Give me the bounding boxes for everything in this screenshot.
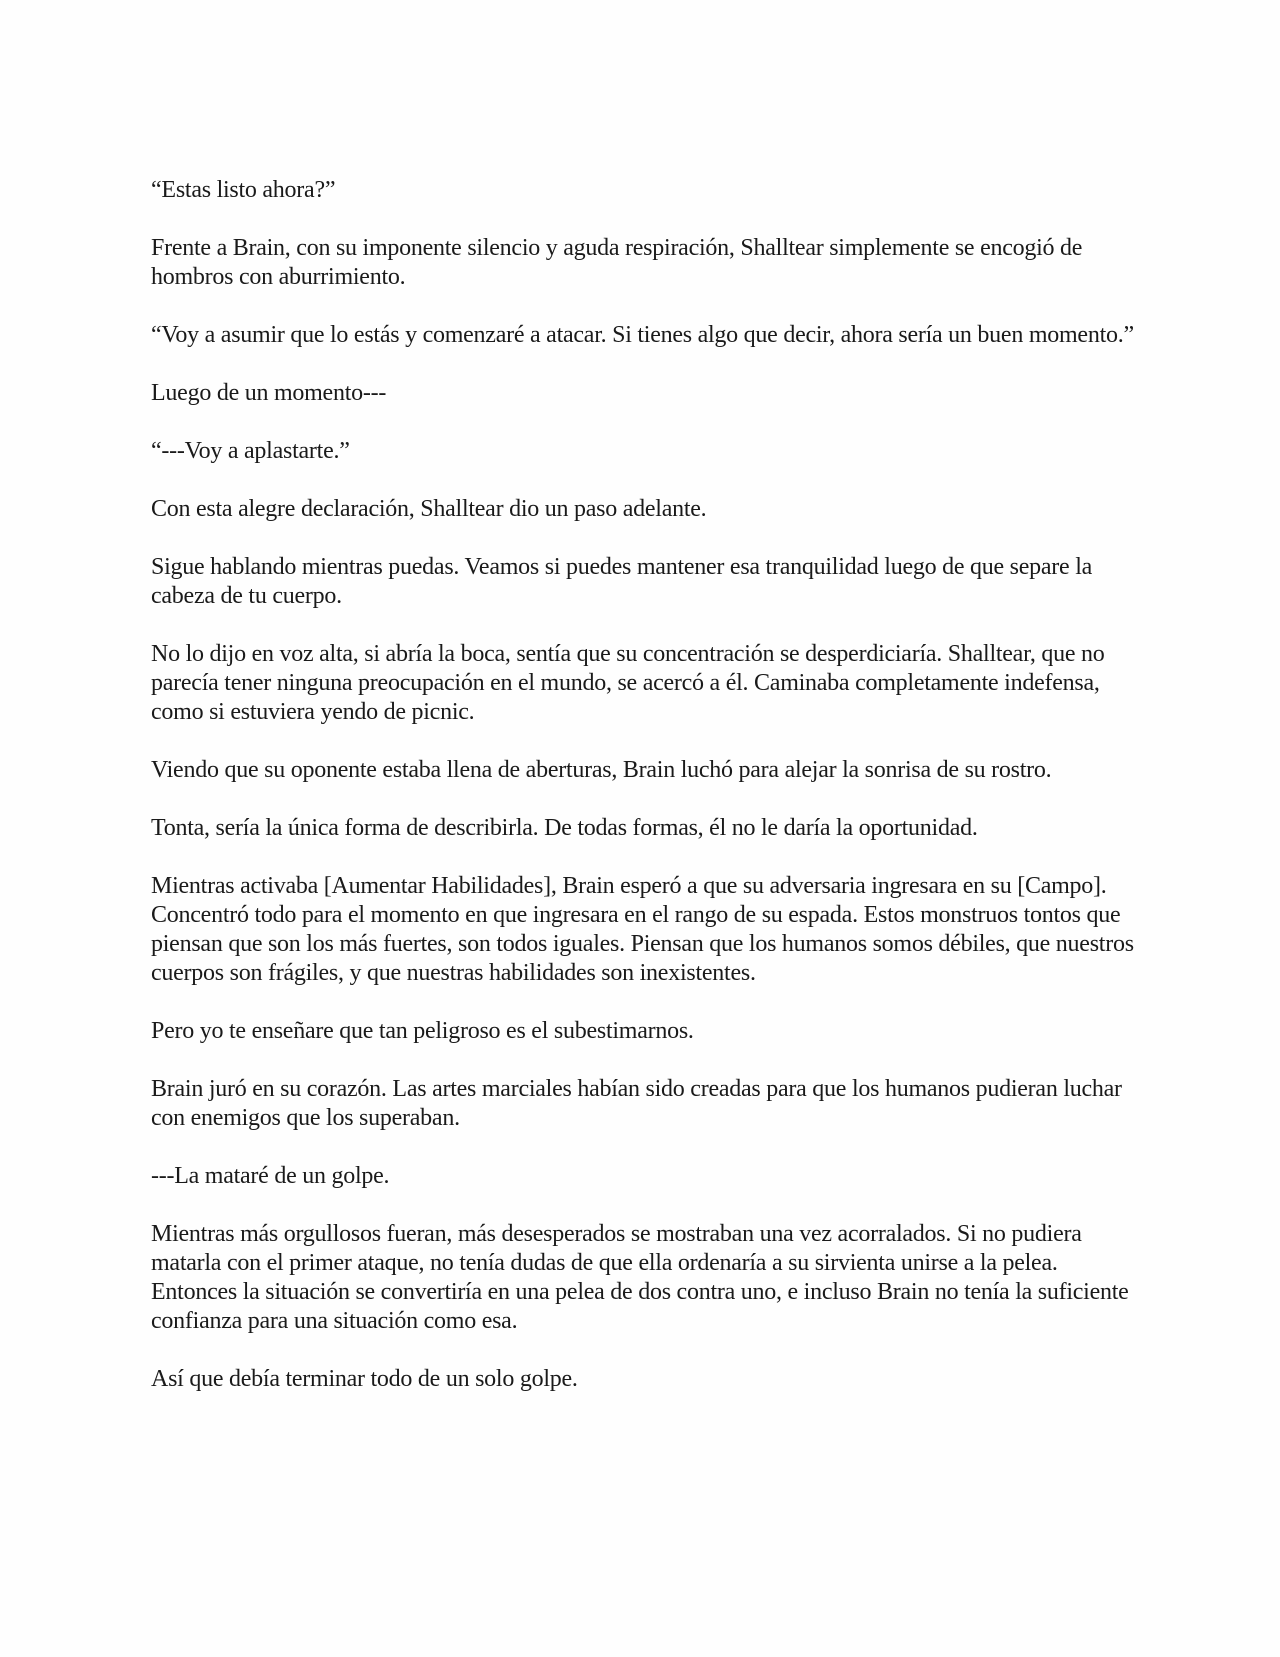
paragraph: ---La mataré de un golpe. bbox=[151, 1163, 390, 1189]
paragraph: “---Voy a aplastarte.” bbox=[151, 438, 350, 464]
paragraph: Sigue hablando mientras puedas. Veamos si puedes mantener esa tranquilidad luego de que separe la cabeza de tu cuerpo. bbox=[151, 554, 1093, 609]
paragraph: Viendo que su oponente estaba llena de aberturas, Brain luchó para alejar la sonrisa de su rostro. bbox=[151, 757, 1052, 783]
paragraph: Así que debía terminar todo de un solo golpe. bbox=[151, 1366, 578, 1392]
paragraph: No lo dijo en voz alta, si abría la boca, sentía que su concentración se desperdiciaría. Shalltear, que no parecía tener ninguna preocupación en el mundo, se acercó a él. Caminaba completamente indefensa, como si estuviera yendo de picnic. bbox=[151, 641, 1105, 725]
paragraph: Mientras más orgullosos fueran, más desesperados se mostraban una vez acorralados. Si no pudiera matarla con el primer ataque, no tenía dudas de que ella ordenaría a su sirvienta unirse a la pelea. Entonces la situación se convertiría en una pelea de dos contra uno, e incluso Brain no tenía la suficiente confianza para una situación como esa. bbox=[151, 1221, 1129, 1334]
paragraph: Con esta alegre declaración, Shalltear dio un paso adelante. bbox=[151, 496, 707, 522]
paragraph: “Estas listo ahora?” bbox=[151, 177, 336, 203]
paragraph: Tonta, sería la única forma de describirla. De todas formas, él no le daría la oportunidad. bbox=[151, 815, 978, 841]
paragraph: Mientras activaba [Aumentar Habilidades], Brain esperó a que su adversaria ingresara en su [Campo]. Concentró todo para el momento en que ingresara en el rango de su espada. Estos monstruos tontos que piensan que son los más fuertes, son todos iguales. Piensan que los humanos somos débiles, que nuestros cuerpos son frágiles, y que nuestras habilidades son inexistentes. bbox=[151, 873, 1134, 986]
paragraph: “Voy a asumir que lo estás y comenzaré a atacar. Si tienes algo que decir, ahora sería un buen momento.” bbox=[151, 322, 1134, 348]
paragraph: Brain juró en su corazón. Las artes marciales habían sido creadas para que los humanos pudieran luchar con enemigos que los superaban. bbox=[151, 1076, 1122, 1131]
paragraph: Pero yo te enseñare que tan peligroso es el subestimarnos. bbox=[151, 1018, 694, 1044]
document-body bbox=[151, 176, 1141, 1423]
paragraph: Frente a Brain, con su imponente silencio y aguda respiración, Shalltear simplemente se encogió de hombros con aburrimiento. bbox=[151, 235, 1083, 290]
paragraph: Luego de un momento--- bbox=[151, 380, 387, 406]
